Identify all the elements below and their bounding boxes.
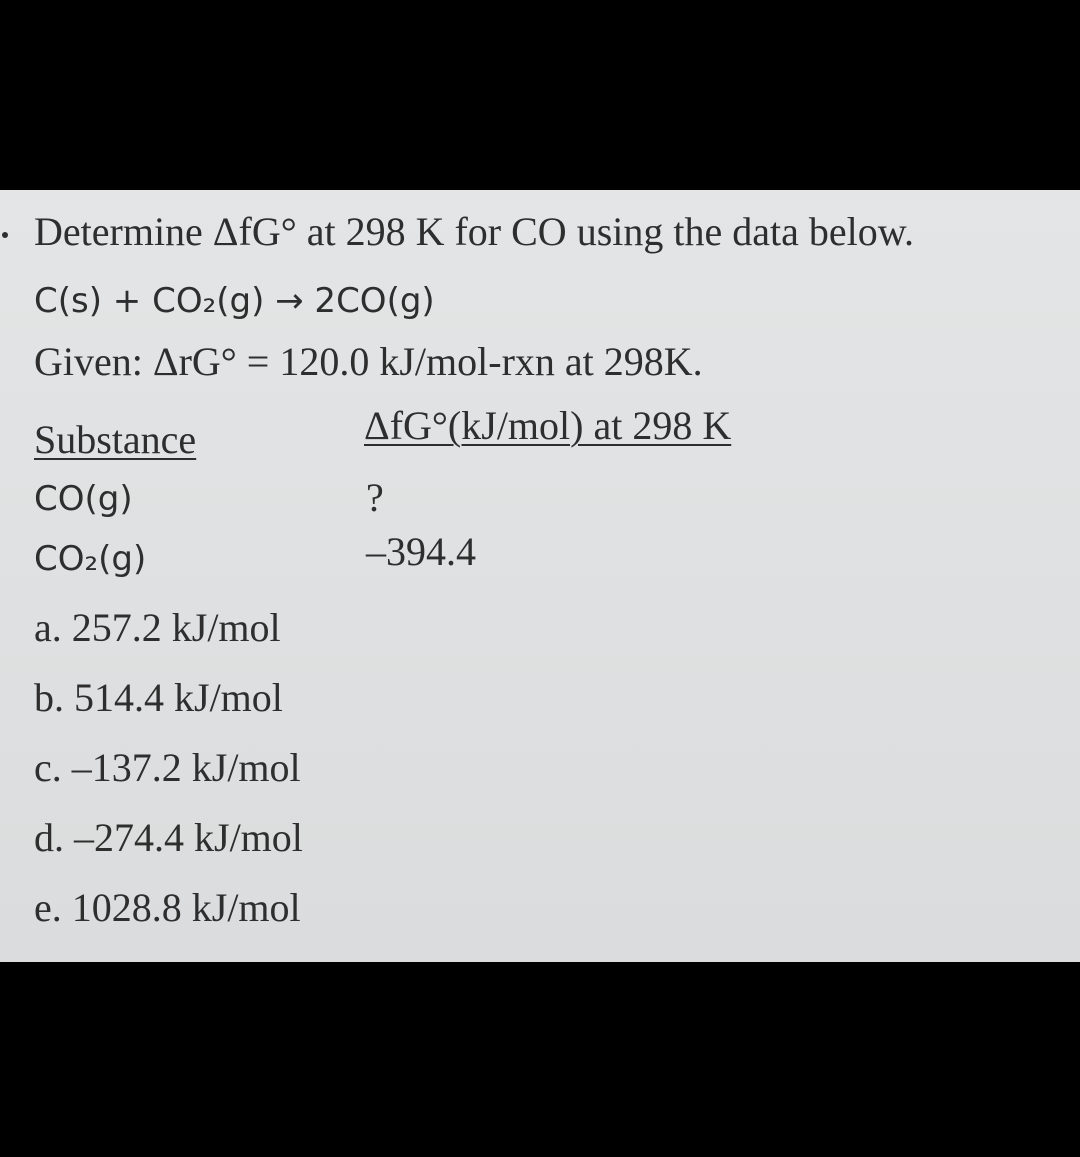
answer-option-d: d. –274.4 kJ/mol	[34, 815, 303, 860]
answer-option-e: e. 1028.8 kJ/mol	[34, 885, 301, 930]
answer-option-b: b. 514.4 kJ/mol	[34, 675, 283, 720]
question-prompt: Determine ΔfG° at 298 K for CO using the data below.	[34, 209, 915, 254]
question-number-dot	[2, 232, 8, 238]
photographed-page	[0, 190, 1080, 962]
given-statement: Given: ΔrG° = 120.0 kJ/mol-rxn at 298K.	[34, 339, 703, 384]
table-header-value: ΔfG°(kJ/mol) at 298 K	[364, 403, 732, 448]
table-row-value: –394.4	[366, 529, 476, 574]
table-header-substance: Substance	[34, 417, 197, 462]
table-row-substance: CO₂(g)	[34, 539, 147, 579]
table-row-substance: CO(g)	[34, 479, 133, 519]
answer-option-c: c. –137.2 kJ/mol	[34, 745, 301, 790]
answer-option-a: a. 257.2 kJ/mol	[34, 605, 281, 650]
reaction-equation: C(s) + CO₂(g) → 2CO(g)	[34, 281, 435, 321]
table-row-value: ?	[366, 475, 384, 520]
